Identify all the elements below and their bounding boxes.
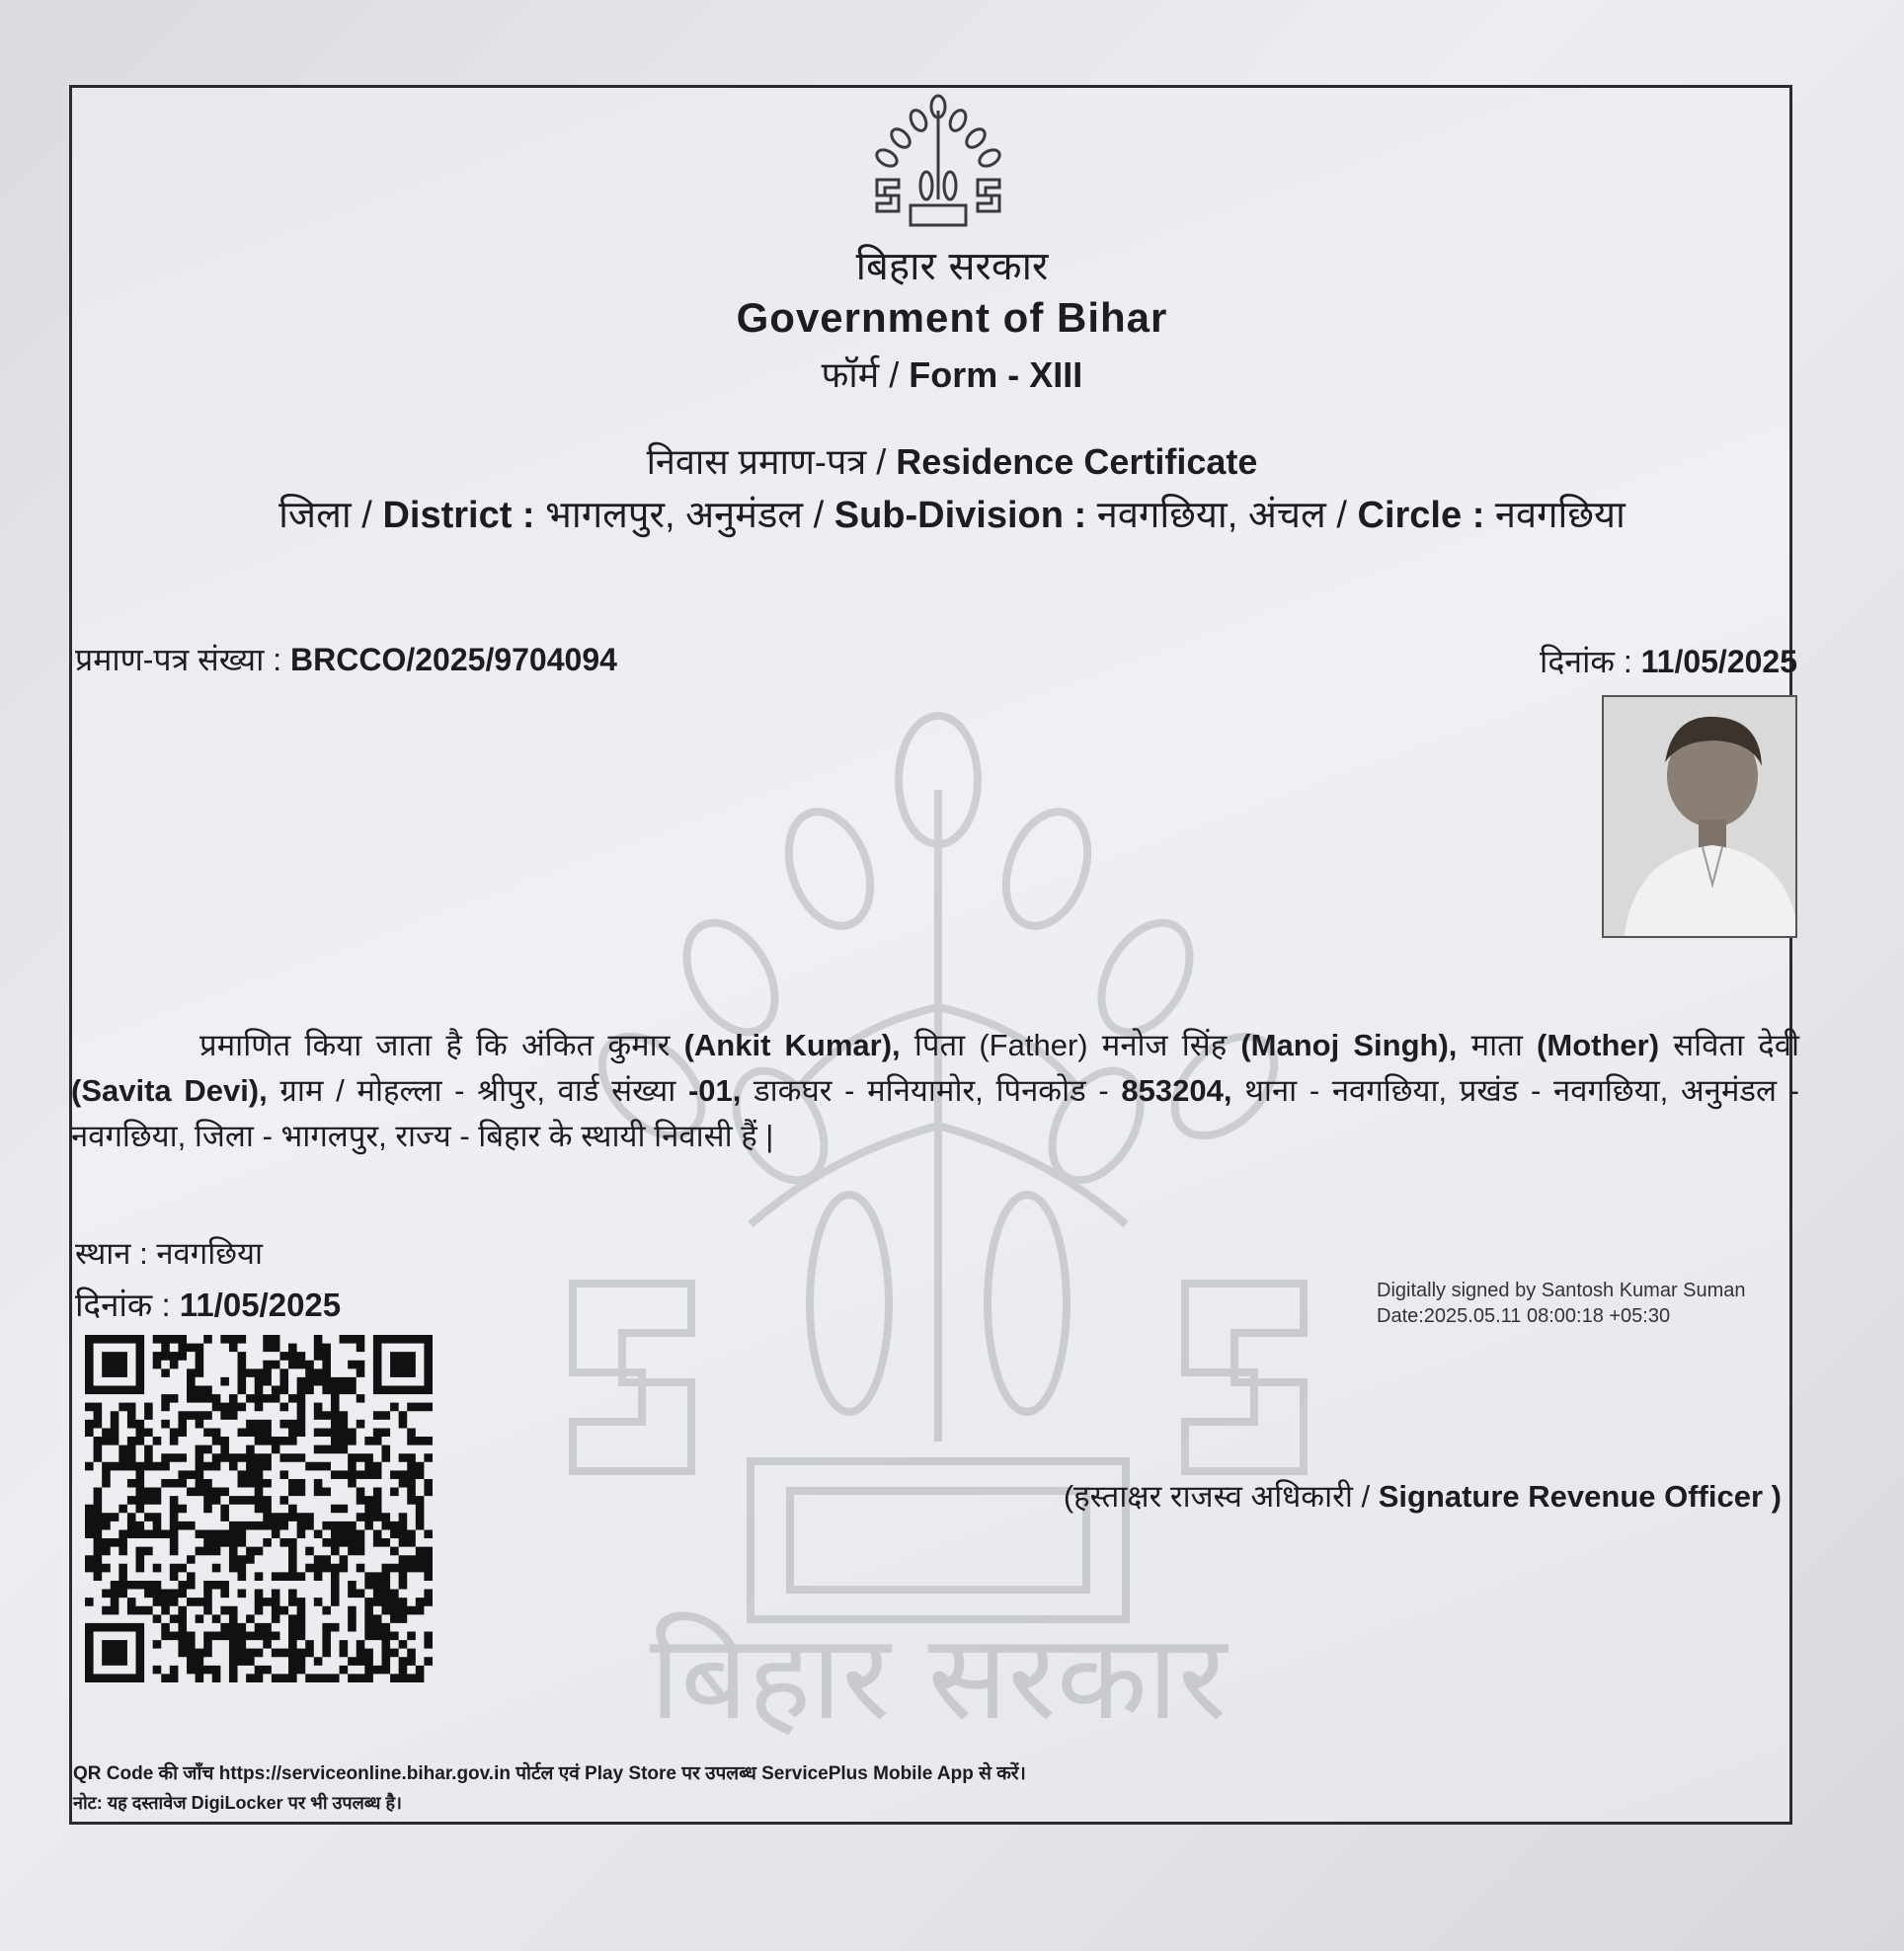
issue-date-value: 11/05/2025 xyxy=(179,1287,342,1323)
form-label-hindi: फॉर्म xyxy=(821,354,880,395)
certificate-date xyxy=(1540,640,1797,682)
mother-name-hindi: सविता देवी xyxy=(1673,1028,1800,1062)
subdivision-label-hindi: अनुमंडल xyxy=(685,495,804,536)
qr-code-icon[interactable] xyxy=(85,1335,433,1682)
district-label-english: District xyxy=(382,495,513,536)
cert-type-hindi: निवास प्रमाण-पत्र xyxy=(646,441,867,482)
certificate-number-label: प्रमाण-पत्र संख्या : xyxy=(75,642,282,677)
jurisdiction-line: जिला / District : भागलपुर, अनुमंडल / Sub-Division : नवगछिया, अंचल / Circle : नवगछिया xyxy=(278,495,1626,536)
place xyxy=(75,1232,263,1274)
address-postoffice: डाकघर - मनियामोर, पिनकोड - xyxy=(754,1073,1109,1108)
certificate-statement xyxy=(71,1023,1799,1159)
bihar-emblem-icon xyxy=(869,91,1007,229)
subdivision-value: नवगछिया, xyxy=(1096,495,1238,536)
cert-type-english: Residence Certificate xyxy=(896,441,1258,482)
address-rest: थाना - नवगछिया, प्रखंड - नवगछिया, अनुमंडल - नवगछिया, जिला - भागलपुर, राज्य - बिहार के स्थायी निवासी हैं | xyxy=(71,1073,1799,1153)
circle-label-english: Circle xyxy=(1357,495,1463,536)
applicant-photo xyxy=(1602,695,1797,938)
address-village: ग्राम / मोहल्ला - श्रीपुर, वार्ड संख्या xyxy=(279,1073,676,1108)
statement-part: माता xyxy=(1470,1028,1523,1062)
mother-label: (Mother) xyxy=(1537,1028,1660,1062)
signature-label-hindi: (हस्ताक्षर राजस्व अधिकारी / xyxy=(1063,1479,1371,1514)
district-label-hindi: जिला xyxy=(278,495,352,536)
father-name-english: (Manoj Singh), xyxy=(1240,1028,1458,1062)
form-label-english: Form - XIII xyxy=(909,354,1083,395)
father-name-hindi: मनोज सिंह xyxy=(1101,1028,1228,1062)
place-value: नवगछिया xyxy=(156,1236,264,1271)
form-number: फॉर्म / Form - XIII xyxy=(821,354,1083,395)
statement-part: पिता xyxy=(913,1028,966,1062)
digital-signature-date: Date:2025.05.11 08:00:18 +05:30 xyxy=(1377,1305,1671,1327)
title-english: Government of Bihar xyxy=(736,294,1168,341)
certificate-type: निवास प्रमाण-पत्र / Residence Certificate xyxy=(646,441,1258,482)
place-label: स्थान : xyxy=(75,1236,148,1271)
mother-name-english: (Savita Devi), xyxy=(71,1073,268,1108)
certificate-date-label: दिनांक : xyxy=(1540,644,1632,679)
issue-date-label: दिनांक : xyxy=(75,1287,171,1323)
circle-value: नवगछिया xyxy=(1494,495,1626,536)
svg-text:बिहार सरकार: बिहार सरकार xyxy=(649,1609,1228,1747)
circle-label-hindi: अंचल xyxy=(1247,495,1326,536)
district-value: भागलपुर, xyxy=(545,495,675,536)
pincode: 853204, xyxy=(1121,1073,1232,1108)
subdivision-label-english: Sub-Division xyxy=(833,495,1064,536)
footer-qr-note: QR Code की जाँच https://serviceonline.bihar.gov.in पोर्टल एवं Play Store पर उपलब्ध ServicePlus Mobile App से करें। xyxy=(73,1763,1026,1784)
bihar-emblem-watermark-icon xyxy=(553,711,1323,1757)
father-label: (Father) xyxy=(979,1028,1088,1062)
certificate-number-value: BRCCO/2025/9704094 xyxy=(290,642,617,677)
certificate-number xyxy=(75,638,617,680)
signature-close-paren: ) xyxy=(1771,1479,1782,1514)
ward-number: -01, xyxy=(687,1073,742,1108)
footer-digilocker-note: नोट: यह दस्तावेज DigiLocker पर भी उपलब्ध है। xyxy=(73,1793,402,1813)
signature-revenue-officer xyxy=(1064,1475,1782,1517)
applicant-name-english: (Ankit Kumar), xyxy=(683,1028,901,1062)
title-hindi: बिहार सरकार xyxy=(855,244,1049,289)
issue-date xyxy=(75,1282,341,1326)
signature-label-english: Signature Revenue Officer xyxy=(1378,1479,1764,1514)
digital-signature-name: Digitally signed by Santosh Kumar Suman xyxy=(1377,1280,1746,1301)
certificate-date-value: 11/05/2025 xyxy=(1640,644,1797,679)
statement-part: प्रमाणित किया जाता है कि अंकित कुमार xyxy=(199,1028,671,1062)
